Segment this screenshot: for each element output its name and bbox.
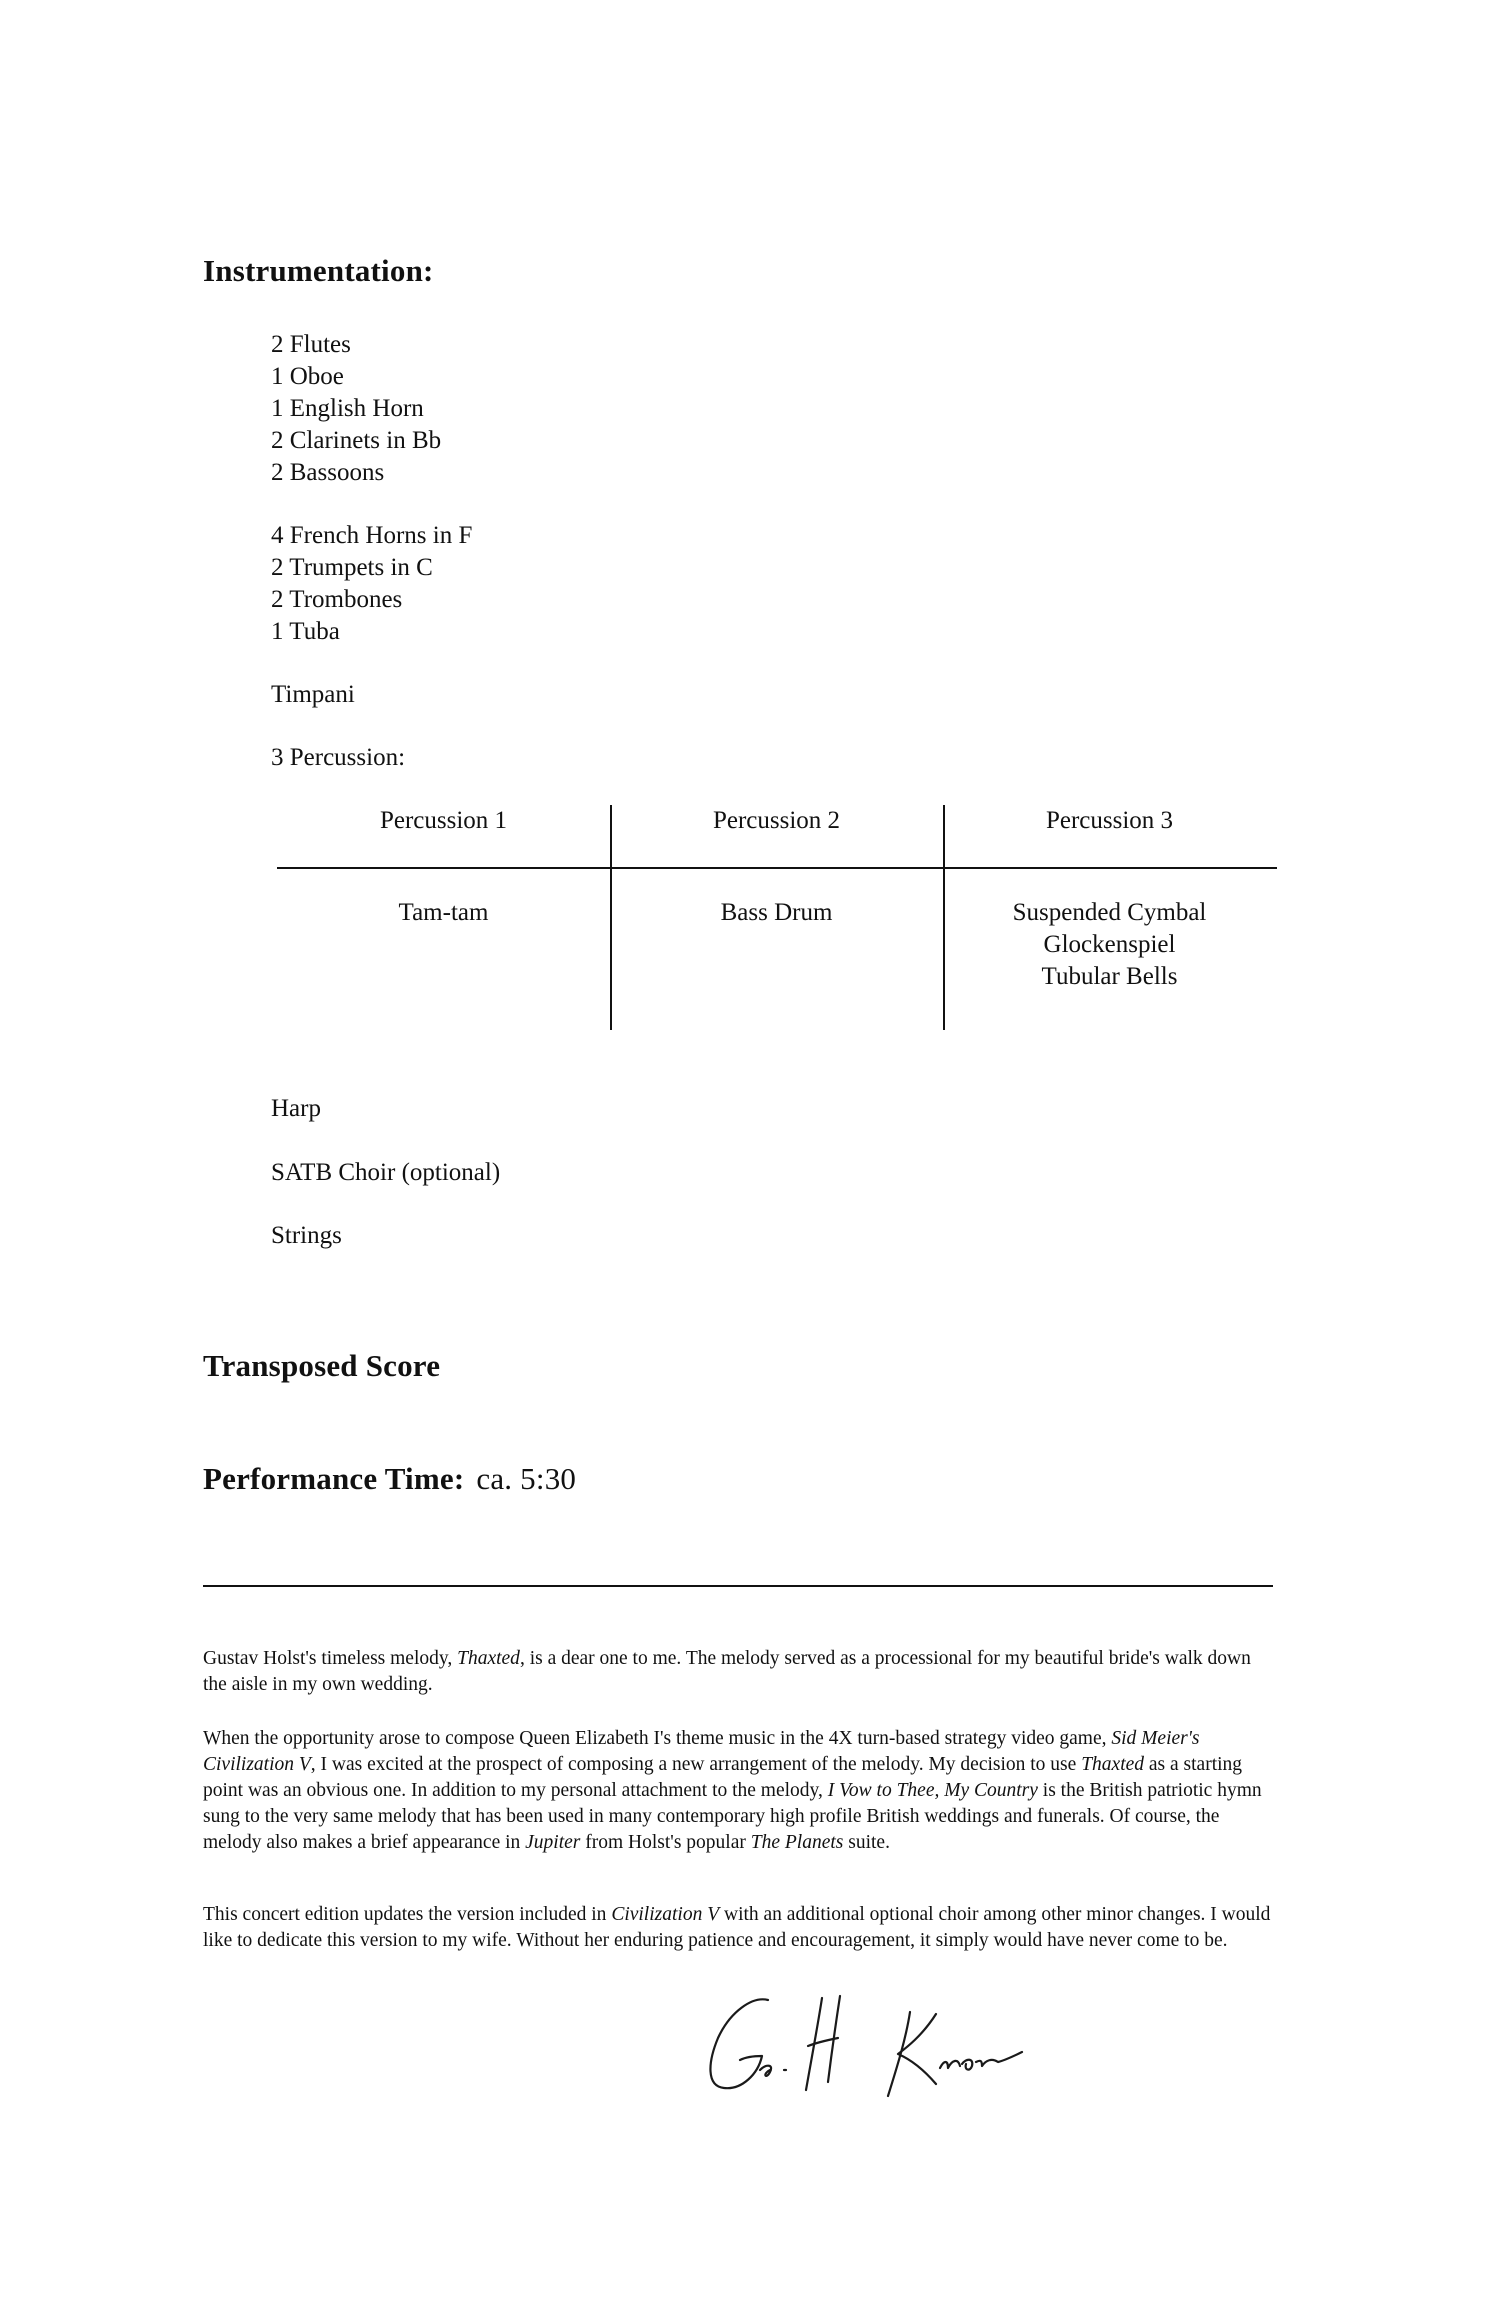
list-item: 1 Tuba <box>271 618 340 645</box>
list-item: 2 Trumpets in C <box>271 554 433 581</box>
table-column-divider <box>943 805 945 1030</box>
performance-time-label: Performance Time: <box>203 1461 465 1496</box>
note-title-italic: I Vow to Thee, My Country <box>827 1780 1038 1801</box>
instrumentation-heading: Instrumentation: <box>203 253 434 288</box>
note-text: When the opportunity arose to compose Queen Elizabeth I's theme music in the 4X turn-based strategy video game, <box>203 1728 1112 1749</box>
brass-list <box>271 520 472 648</box>
note-text: Gustav Holst's timeless melody, <box>203 1648 458 1669</box>
composer-signature-image <box>700 1990 1030 2105</box>
table-column-divider <box>610 805 612 1030</box>
percussion-column-2 <box>610 805 943 1030</box>
percussion-header: Percussion 2 <box>712 807 841 834</box>
program-note-paragraph-1 <box>203 1646 1273 1698</box>
list-item: Tubular Bells <box>1041 963 1178 990</box>
percussion-items <box>943 897 1276 993</box>
list-item: 2 Trombones <box>271 586 403 613</box>
list-item: Bass Drum <box>720 899 833 926</box>
note-text: suite. <box>843 1832 890 1853</box>
percussion-label: 3 Percussion: <box>271 744 406 771</box>
transposed-score-heading: Transposed Score <box>203 1348 441 1383</box>
section-divider <box>203 1585 1273 1587</box>
note-text: This concert edition updates the version included in <box>203 1904 612 1925</box>
woodwinds-list <box>271 329 441 489</box>
list-item: 1 Oboe <box>271 363 344 390</box>
list-item: 1 English Horn <box>271 395 424 422</box>
list-item: Suspended Cymbal <box>1012 899 1207 926</box>
percussion-header: Percussion 1 <box>379 807 508 834</box>
program-note-paragraph-2 <box>203 1726 1273 1856</box>
note-title-italic: Thaxted <box>1081 1754 1145 1775</box>
table-header-divider <box>277 867 1277 869</box>
note-title-italic: Jupiter <box>525 1832 581 1853</box>
list-item: 2 Clarinets in Bb <box>271 427 442 454</box>
note-text: as a starting point was an obvious one. In addition to my personal attachment to the melody, <box>203 1754 1243 1801</box>
percussion-column-3 <box>943 805 1276 1030</box>
performance-time-value: ca. 5:30 <box>476 1461 577 1496</box>
percussion-items <box>610 897 943 929</box>
choir-entry: SATB Choir (optional) <box>271 1159 501 1186</box>
note-text: from Holst's popular <box>580 1832 751 1853</box>
list-item: Glockenspiel <box>1043 931 1176 958</box>
percussion-table <box>277 805 1277 1030</box>
note-text: , I was excited at the prospect of composing a new arrangement of the melody. My decision to use <box>310 1754 1082 1775</box>
harp-entry: Harp <box>271 1095 321 1122</box>
list-item: 2 Flutes <box>271 331 351 358</box>
performance-time-heading <box>203 1461 576 1497</box>
note-text: with an additional optional choir among other minor changes. I would like to dedicate this version to my wife. Without her enduring patience and encouragement, it simply would have never come to be. <box>203 1904 1271 1951</box>
timpani-entry: Timpani <box>271 681 355 708</box>
note-text: , is a dear one to me. The melody served as a processional for my beautiful bride's walk down the aisle in my own wedding. <box>203 1648 1251 1695</box>
percussion-items <box>277 897 610 929</box>
program-note-paragraph-3 <box>203 1902 1273 1954</box>
percussion-header: Percussion 3 <box>1045 807 1174 834</box>
note-title-italic: Civilization V <box>611 1904 720 1925</box>
strings-entry: Strings <box>271 1222 342 1249</box>
note-title-italic: Sid Meier's Civilization V <box>203 1728 1200 1775</box>
percussion-column-1 <box>277 805 610 1030</box>
note-title-italic: The Planets <box>750 1832 844 1853</box>
list-item: Tam-tam <box>398 899 489 926</box>
list-item: 4 French Horns in F <box>271 522 473 549</box>
note-title-italic: Thaxted <box>457 1648 520 1669</box>
note-text: is the British patriotic hymn sung to the very same melody that has been used in many contemporary high profile British weddings and funerals. Of course, the melody also makes a brief appearance in <box>203 1780 1262 1853</box>
list-item: 2 Bassoons <box>271 459 385 486</box>
